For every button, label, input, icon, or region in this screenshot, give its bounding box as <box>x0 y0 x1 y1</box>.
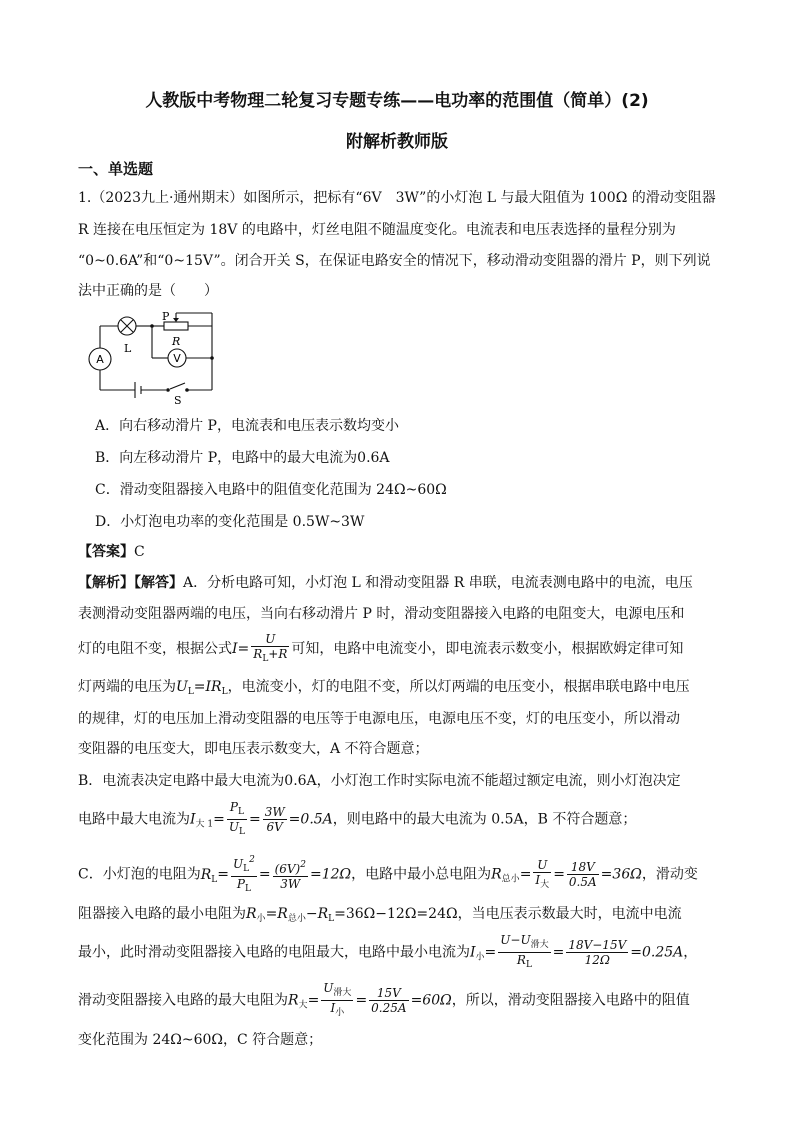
analysis-line: 的规律，灯的电压加上滑动变阻器的电压等于电源电压，电源电压不变，灯的电压变小，所以滑动 <box>78 711 680 727</box>
analysis-line: 最小，此时滑动变阻器接入电路的电阻最大，电路中最小电流为$I_小=$ $\frac{U-U_{滑大}}{R_L}$ = $\frac{18V-15V}{12\Omega}$ =0.25A， <box>78 933 698 970</box>
question-line: “0~0.6A”和“0~15V”。闭合开关 S，在保证电路安全的情况下，移动滑动变阻器的滑片 P，则下列说 <box>78 253 711 269</box>
option-d: D．小灯泡电功率的变化范围是 0.5W~3W <box>95 514 365 530</box>
analysis-line: 灯两端的电压为$U_L=IR_L$，电流变小，灯的电阻不变，所以灯两端的电压变小，根据串联电路中电压 <box>78 679 690 697</box>
option-a: A．向右移动滑片 P，电流表和电压表示数均变小 <box>95 418 399 434</box>
slider-label: P <box>162 310 170 323</box>
answer-value: C <box>134 544 145 560</box>
voltmeter-label: V <box>173 352 181 365</box>
switch-label: S <box>174 394 182 404</box>
question-line: 法中正确的是（ ） <box>78 283 218 299</box>
analysis-line: 滑动变阻器接入电路的最大电阻为$R_大=$ $\frac{U_{滑大}}{I_小}$ = $\frac{15V}{0.25A}$ =60Ω，所以，滑动变阻器接入电路中的阻值 <box>78 981 690 1018</box>
analysis-line: 电路中最大电流为$I_{大 1}=$ $\frac{P_L}{U_L}$ = $\frac{3W}{6V}$ =0.5A，则电路中的最大电流为 0.5A，B 不符合题意； <box>78 800 637 837</box>
document-title-line1: 人教版中考物理二轮复习专题专练——电功率的范围值（简单）(2) <box>145 91 649 111</box>
analysis-line: 变阻器的电压变大，即电压表示数变大，A 不符合题意； <box>78 741 429 757</box>
analysis-line: 灯的电阻不变，根据公式I= $\frac{U}{R_L+R}$ 可知，电路中电流变小，即电流表示数变小，根据欧姆定律可知 <box>78 632 684 664</box>
section-heading: 一、单选题 <box>78 160 154 178</box>
question-line: R 连接在电压恒定为 18V 的电路中，灯丝电阻不随温度变化。电流表和电压表选择的量程分别为 <box>78 222 676 238</box>
answer-label: 【答案】 <box>78 544 134 560</box>
analysis-line: B．电流表决定电路中最大电流为0.6A，小灯泡工作时实际电流不能超过额定电流，则小灯泡决定 <box>78 773 681 789</box>
analysis-line: 【解析】【解答】A．分析电路可知，小灯泡 L 和滑动变阻器 R 串联，电流表测电路中的电流，电压 <box>78 575 693 591</box>
document-title-line2: 附解析教师版 <box>346 132 448 152</box>
question-line: 1.（2023九上·通州期末）如图所示，把标有“6V 3W”的小灯泡 L 与最大阻值为 100Ω 的滑动变阻器 <box>78 190 716 206</box>
option-c: C．滑动变阻器接入电路中的阻值变化范围为 24Ω~60Ω <box>95 482 447 498</box>
answer <box>78 541 718 561</box>
circuit-diagram <box>88 308 228 404</box>
analysis-line: 表测滑动变阻器两端的电压，当向右移动滑片 P 时，滑动变阻器接入电路的电阻变大，电源电压和 <box>78 606 685 622</box>
option-b: B．向左移动滑片 P，电路中的最大电流为0.6A <box>95 450 390 466</box>
resistor-label: R <box>172 335 181 348</box>
lamp-label: L <box>124 342 132 355</box>
analysis-line: C．小灯泡的电阻为$R_L=$ $\frac{U_L^2}{P_L}$ = $\frac{(6V)^2}{3W}$ =12Ω，电路中最小总电阻为$R_{总小}=$ $\frac{U}{I_大}$ = $\frac{18V}{0.5A}$ =36Ω，滑动变 <box>78 855 698 894</box>
analysis-label: 【解析】【解答】 <box>78 575 183 591</box>
analysis-line: 变化范围为 24Ω~60Ω，C 符合题意； <box>78 1032 323 1048</box>
ammeter-label: A <box>96 353 104 366</box>
analysis-line: 阻器接入电路的最小电阻为$R_小=R_{总小}-R_L=36\Omega-12\Omega=24\Omega$，当电压表示数最大时，电流中电流 <box>78 906 682 924</box>
